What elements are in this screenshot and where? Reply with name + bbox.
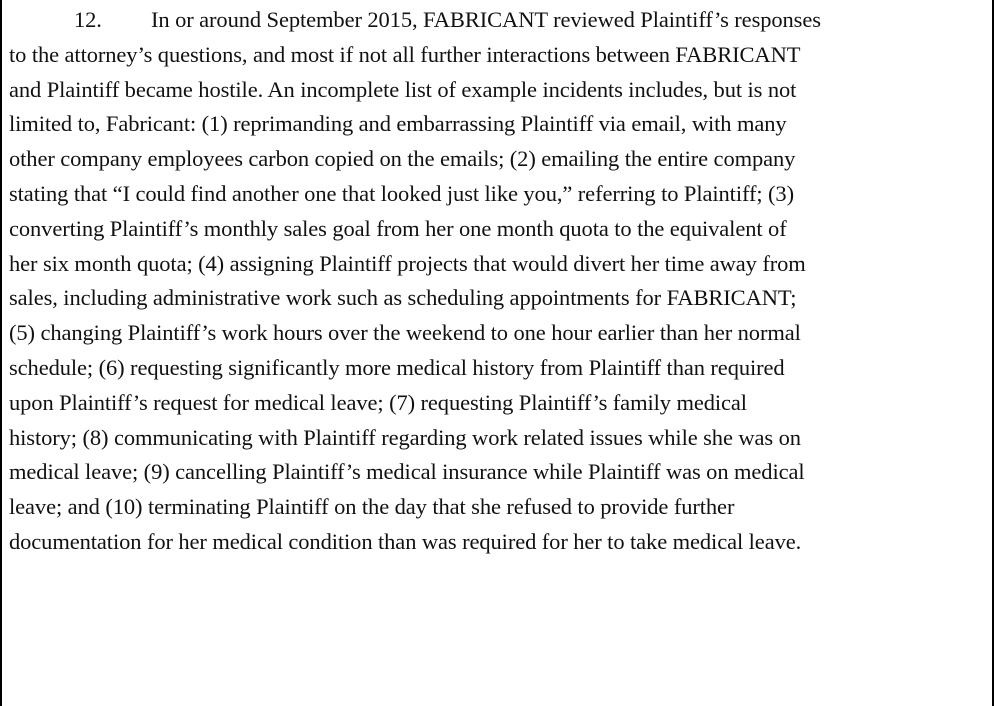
paragraph-line: leave; and (10) terminating Plaintiff on the day that she refused to provide further	[9, 494, 735, 520]
paragraph-line: sales, including administrative work such as scheduling appointments for FABRICANT;	[9, 285, 797, 311]
paragraph-line: (5) changing Plaintiff’s work hours over the weekend to one hour earlier than her normal	[9, 320, 801, 346]
paragraph-line: to the attorney’s questions, and most if not all further interactions between FABRICANT	[9, 41, 801, 67]
paragraph-line: stating that “I could find another one that looked just like you,” referring to Plaintiff; (3)	[9, 180, 794, 206]
paragraph-line: her six month quota; (4) assigning Plaintiff projects that would divert her time away from	[9, 250, 806, 276]
paragraph-line: limited to, Fabricant: (1) reprimanding and embarrassing Plaintiff via email, with many	[9, 111, 787, 137]
paragraph-12	[9, 3, 991, 560]
paragraph-line: upon Plaintiff’s request for medical leave; (7) requesting Plaintiff’s family medical	[9, 389, 747, 415]
paragraph-number: 12.	[74, 7, 102, 32]
paragraph-line: and Plaintiff became hostile. An incomplete list of example incidents includes, but is not	[9, 76, 797, 102]
paragraph-line: schedule; (6) requesting significantly more medical history from Plaintiff than required	[9, 354, 785, 380]
paragraph-line: documentation for her medical condition than was required for her to take medical leave.	[9, 528, 802, 554]
paragraph-line: history; (8) communicating with Plaintiff regarding work related issues while she was on	[9, 424, 801, 450]
paragraph-line: medical leave; (9) cancelling Plaintiff’s medical insurance while Plaintiff was on medical	[9, 459, 805, 485]
paragraph-line: other company employees carbon copied on the emails; (2) emailing the entire company	[9, 146, 796, 172]
paragraph-line: converting Plaintiff’s monthly sales goal from her one month quota to the equivalent of	[9, 215, 787, 241]
paragraph-line	[9, 3, 991, 38]
paragraph-line-text: In or around September 2015, FABRICANT reviewed Plaintiff’s responses	[151, 7, 821, 32]
